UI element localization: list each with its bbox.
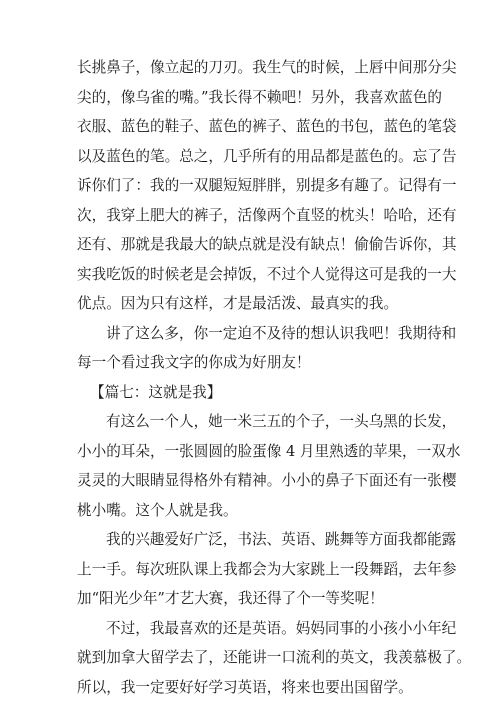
text-line: 有这么一个人，她一米三五的个子，一头乌黑的长发， xyxy=(106,413,457,430)
text-line: 我的兴趣爱好广泛，书法、英语、跳舞等方面我都能露 xyxy=(106,531,457,548)
text-line: 上一手。每次班队课上我都会为大家跳上一段舞蹈，去年参 xyxy=(77,560,457,578)
text-line: 诉你们了：我的一双腿短短胖胖，别提多有趣了。记得有一 xyxy=(77,177,457,194)
text-line: 就到加拿大留学去了，还能讲一口流利的英文，我羡慕极了。 xyxy=(77,649,472,666)
text-line: 桃小嘴。这个人就是我。 xyxy=(77,501,238,519)
text-line: 不过，我最喜欢的还是英语。妈妈同事的小孩小小年纪 xyxy=(106,619,457,637)
text-line: 长挑鼻子，像立起的刀刃。我生气的时候，上唇中间那分尖 xyxy=(77,59,457,76)
text-line: 每一个看过我文字的你成为好朋友！ xyxy=(77,354,311,371)
text-line: 小小的耳朵，一张圆圆的脸蛋像 4 月里熟透的苹果，一双水 xyxy=(77,442,461,460)
text-line: 讲了这么多，你一定迫不及待的想认识我吧！我期待和 xyxy=(106,324,457,342)
text-line: 次，我穿上肥大的裤子，活像两个直竖的枕头！哈哈，还有 xyxy=(77,206,457,224)
text-line: 实我吃饭的时候老是会掉饭，不过个人觉得这可是我的一大 xyxy=(77,265,457,283)
text-line: 衣服、蓝色的鞋子、蓝色的裤子、蓝色的书包，蓝色的笔袋 xyxy=(77,118,457,135)
text-line: 所以，我一定要好好学习英语，将来也要出国留学。 xyxy=(77,678,413,696)
text-line: 还有、那就是我最大的缺点就是没有缺点！偷偷告诉你，其 xyxy=(77,236,457,253)
text-line: 加“阳光少年”才艺大赛，我还得了个一等奖呢！ xyxy=(77,590,384,607)
text-line: 尖的，像乌雀的嘴。”我长得不赖吧！另外，我喜欢蓝色的 xyxy=(77,88,443,106)
text-line: 优点。因为只有这样，才是最活泼、最真实的我。 xyxy=(77,295,399,312)
text-line: 灵灵的大眼睛显得格外有精神。小小的鼻子下面还有一张樱 xyxy=(77,472,457,489)
section-heading: 【篇七：这就是我】 xyxy=(90,383,222,401)
text-line: 以及蓝色的笔。总之，几乎所有的用品都是蓝色的。忘了告 xyxy=(77,147,457,165)
